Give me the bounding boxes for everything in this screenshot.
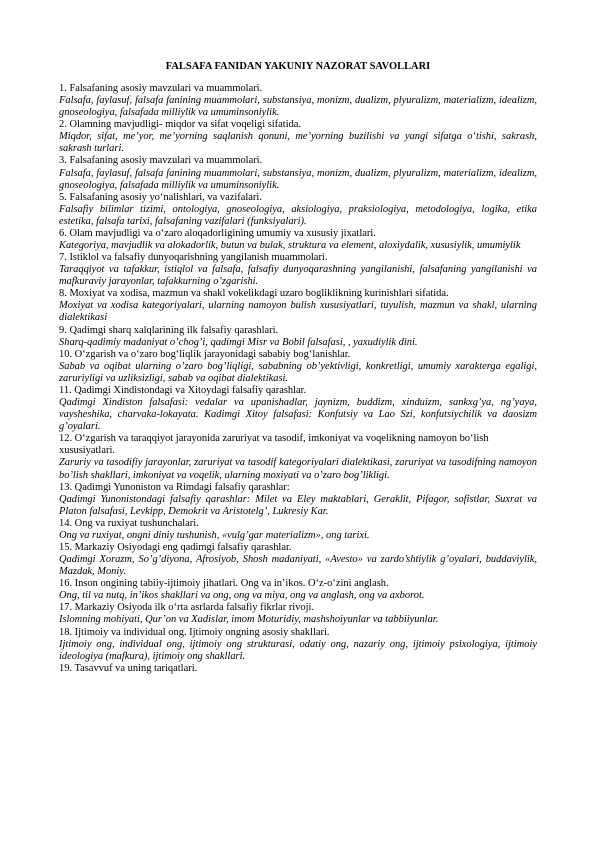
question-text: 12. O‘zgarish va taraqqiyot jarayonida zaruriyat va tasodif, imkoniyat va voqelikning namoyon bo‘lish xususiyatlari. [59, 433, 489, 457]
question-item [59, 349, 537, 385]
question-item [59, 228, 537, 252]
question-text: 16. Inson ongining tabiiy-ijtimoiy jihatlari. Ong va in’ikos. O‘z-o‘zini anglash. [59, 578, 389, 590]
question-item [59, 482, 537, 518]
question-item [59, 433, 537, 481]
answer-keywords: Miqdor, sifat, me’yor, me’yorning saqlanish qonuni, me’yorning buzilishi va yangi sifatga o‘tishi, sakrash, sakrash turlari. [59, 131, 537, 155]
question-item [59, 252, 537, 288]
question-item [59, 288, 537, 324]
question-text: 2. Olamning mavjudligi- miqdor va sifat voqeligi sifatida. [59, 119, 302, 131]
question-item [59, 385, 537, 433]
question-text: 18. Ijtimoiy va individual ong. Ijtimoiy ongning asosiy shakllari. [59, 626, 330, 638]
answer-keywords: Taraqqiyot va tafakkur, istiqlol va falsafa, falsafiy dunyoqarashning yangilanishi, falsafaning yangilanishi va mafkuraviy jarayonlar, tafakkurning o’zgarishi. [59, 264, 537, 288]
question-item [59, 192, 537, 228]
question-item [59, 602, 537, 626]
document-title: FALSAFA FANIDAN YAKUNIY NAZORAT SAVOLLARI [165, 61, 431, 72]
question-item [59, 325, 537, 349]
question-text: 8. Moxiyat va xodisa, mazmun va shakl vokelikdagi uzaro bogliklikning kurinishlari sifatida. [59, 288, 449, 300]
question-text: 15. Markaziy Osiyodagi eng qadimgi falsafiy qarashlar. [59, 541, 292, 553]
answer-keywords: Islomning mohiyati, Qur’on va Xadislar, imom Moturidiy, mashshoiyunlar va tabbiiyunlar. [59, 614, 439, 626]
question-item [59, 627, 537, 663]
answer-keywords: Ijtimoiy ong, individual ong, ijtimoiy ong strukturasi, odatiy ong, nazariy ong, ijtimoiy psixologiya, ijtimoiy ideologiya (mafkura), ijtimoiy ong shakllari. [59, 638, 537, 662]
answer-keywords: Sabab va oqibat ularning o’zaro bog’liqligi, sababning ob’yektivligi, konkretligi, umumiy xarakterga egaligi, zaruriyligi va uzliksizligi, sabab va oqibat dialektikasi. [59, 360, 537, 384]
answer-keywords: Sharq-qadimiy madaniyat o’chog’i, qadimgi Misr va Bobil falsafasi, , yaxudiylik dini. [59, 336, 418, 348]
question-text: 14. Ong va ruxiyat tushunchalari. [59, 517, 199, 529]
answer-keywords: Kategoriya, mavjudlik va alokadorlik, butun va bulak, struktura va element, aloxiydalik, xususiylik, umumiylik [59, 240, 521, 252]
question-text: 19. Tasavvuf va uning tariqatlari. [59, 662, 198, 674]
question-item [59, 518, 537, 542]
answer-keywords: Qadimgi Yunonistondagi falsafiy qarashlar: Milet va Eley maktablari, Geraklit, Pifagor, sofistlar, Suxrat va Platon falsafasi, Levkipp, Demokrit va Aristotelg’, Lukresiy Kar. [59, 493, 537, 517]
question-text: 6. Olam mavjudligi va o‘zaro aloqadorligining umumiy va xususiy jixatlari. [59, 227, 376, 239]
answer-keywords: Moxiyat va xodisa kategoriyalari, ularning namoyon bulish xususiyatlari, tuyulish, mazmun va shakl, ularning dialektikasi [59, 300, 537, 324]
answer-keywords: Falsafa, faylasuf, falsafa fanining muammolari, substansiya, monizm, dualizm, plyuralizm, materializm, idealizm, gnoseologiya, falsafada milliylik va umuminsoniylik. [59, 167, 537, 191]
answer-keywords: Ong va ruxiyat, ongni diniy tushunish, «vulg’gar materializm», ong tarixi. [59, 529, 370, 541]
question-text: 3. Falsafaning asosiy mavzulari va muammolari. [59, 155, 263, 167]
question-text: 1. Falsafaning asosiy mavzulari va muammolari. [59, 83, 263, 94]
question-text: 11. Qadimgi Xindistondagi va Xitoydagi falsafiy qarashlar. [59, 384, 307, 396]
question-text: 7. Istiklol va falsafiy dunyoqarishning yangilanish muammolari. [59, 252, 328, 264]
answer-keywords: Zaruriy va tasodifiy jarayonlar, zaruriyat va tasodif kategoriyalari dialektikasi, zaruriyat va tasodifning namoyon bo’lish shakllari, imkoniyat va voqelik, ularning moxiyati va o’zaro bog’likligi. [59, 457, 537, 481]
question-text: 5. Falsafaning asosiy yo‘nalishlari, va vazifalari. [59, 191, 262, 203]
answer-keywords: Qadimgi Xorazm, So’g’diyona, Afrosiyob, Shosh madaniyati, «Avesto» va zardo’shtiylik g’oyalari, buddaviylik, Mazdak, Moniy. [59, 554, 537, 578]
answer-keywords: Falsafiy bilimlar tizimi, ontologiya, gnoseologiya, aksiologiya, praksiologiya, metodologiya, logika, etika estetika, falsafa tarixi, falsafaning vazifalari (funksiyalari). [59, 203, 537, 227]
question-list [59, 83, 537, 675]
question-item [59, 119, 537, 155]
question-text: 9. Qadimgi sharq xalqlarining ilk falsafiy qarashlari. [59, 324, 279, 336]
question-item [59, 663, 537, 675]
answer-keywords: Falsafa, faylasuf, falsafa fanining muammolari, substansiya, monizm, dualizm, plyuralizm, materializm, idealizm, gnoseologiya, falsafada milliylik va umuminsoniylik. [59, 95, 537, 119]
question-text: 10. O‘zgarish va o‘zaro bog‘liqlik jarayonidagi sababiy bog‘lanishlar. [59, 348, 351, 360]
question-item [59, 578, 537, 602]
answer-keywords: Ong, til va nutq, in’ikos shakllari va ong, ong va miya, ong va anglash, ong va axborot. [59, 590, 425, 602]
question-item [59, 542, 537, 578]
question-item [59, 83, 537, 119]
question-text: 13. Qadimgi Yunoniston va Rimdagi falsafiy qarashlar: [59, 481, 290, 493]
answer-keywords: Qadimgi Xindiston falsafasi: vedalar va upanishadlar, jaynizm, buddizm, xinduizm, sankxg’ya, ng’yaya, vaysheshika, charvaka-lokayata. Kadimgi Xitoy falsafasi: Konfutsiy va Lao Szi, konfutsiychilik va daosizm g’oyalari. [59, 397, 537, 433]
question-item [59, 155, 537, 191]
question-text: 17. Markaziy Osiyoda ilk o‘rta asrlarda falsafiy fikrlar rivoji. [59, 602, 315, 614]
